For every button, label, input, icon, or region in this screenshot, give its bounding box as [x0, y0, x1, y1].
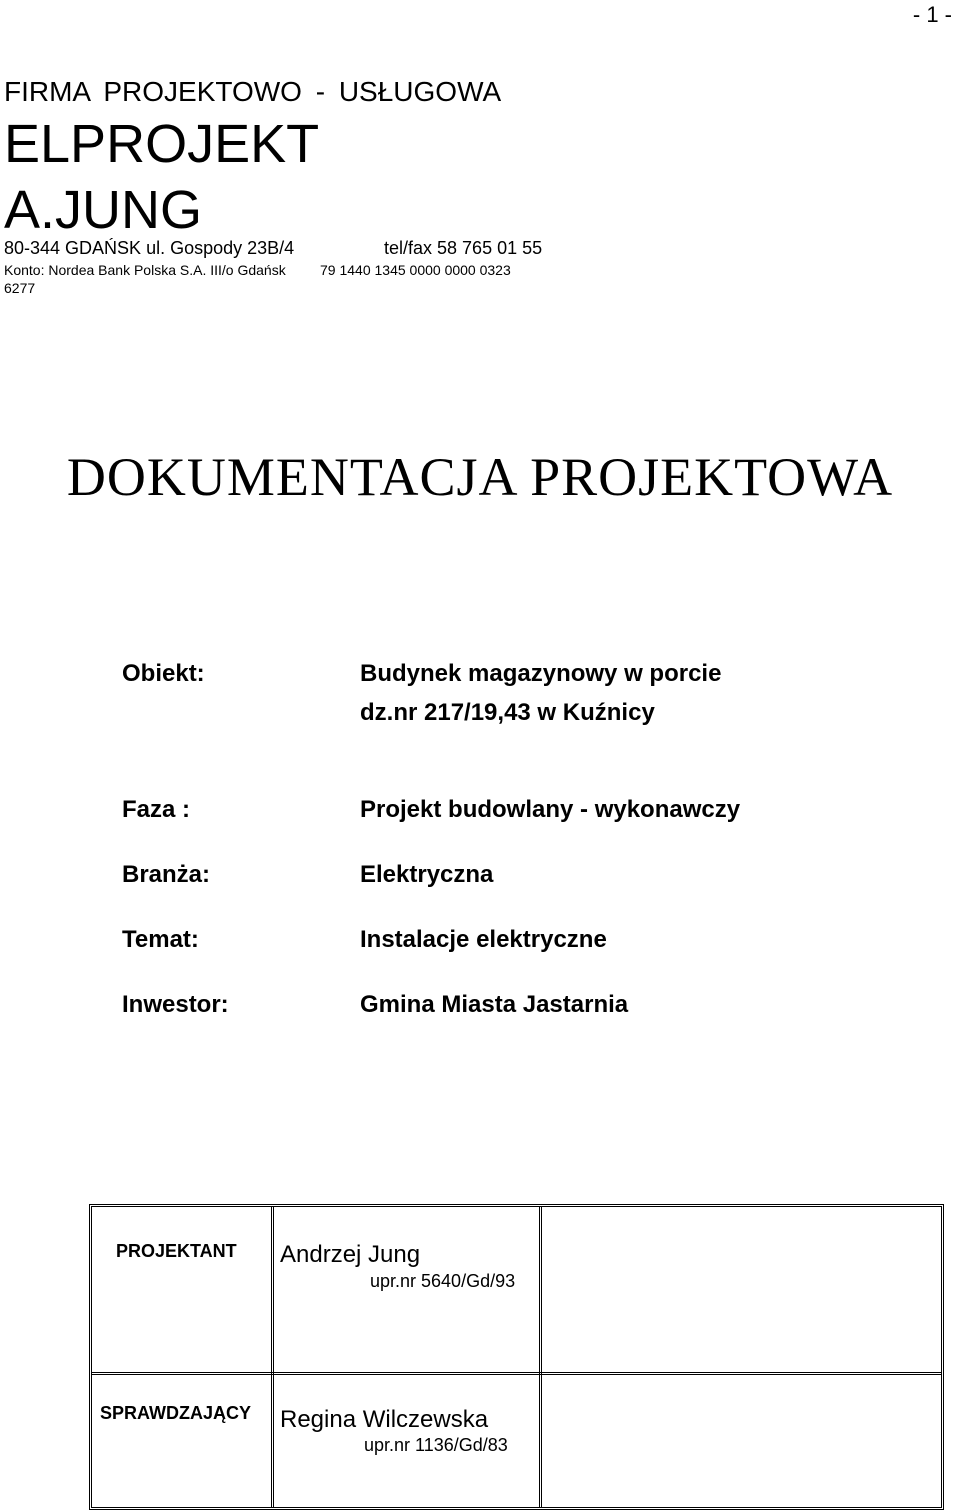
investor-label: Inwestor:	[122, 991, 229, 1018]
branch-value: Elektryczna	[360, 861, 494, 888]
investor-value: Gmina Miasta Jastarnia	[360, 991, 629, 1018]
phase-value: Projekt budowlany - wykonawczy	[360, 796, 741, 823]
signature-name-checker: Regina Wilczewska	[280, 1406, 489, 1433]
object-value-line1: Budynek magazynowy w porcie	[360, 660, 722, 687]
firm-type: FIRMA PROJEKTOWO - USŁUGOWA	[4, 76, 502, 107]
branch-label: Branża:	[122, 861, 211, 888]
object-value-line2: dz.nr 217/19,43 w Kuźnicy	[360, 699, 655, 726]
firm-account: 79 1440 1345 0000 0000 0323	[320, 262, 511, 278]
document-title: DOKUMENTACJA PROJEKTOWA	[66, 447, 894, 507]
page-number: - 1 -	[912, 2, 952, 27]
signature-table	[89, 1204, 944, 1510]
signature-name-designer: Andrzej Jung	[280, 1241, 421, 1268]
firm-name: ELPROJEKT	[4, 114, 320, 174]
table-divider-vertical	[539, 1207, 542, 1507]
firm-name-owner: A.JUNG	[4, 180, 203, 240]
firm-address: 80-344 GDAŃSK ul. Gospody 23B/4	[4, 238, 295, 258]
signature-role-designer: PROJEKTANT	[116, 1241, 237, 1261]
signature-role-checker: SPRAWDZAJĄCY	[100, 1403, 252, 1423]
table-divider-horizontal	[92, 1372, 941, 1375]
object-label: Obiekt:	[122, 660, 205, 687]
firm-account-continued: 6277	[4, 280, 36, 296]
topic-label: Temat:	[122, 926, 199, 953]
signature-license-checker: upr.nr 1136/Gd/83	[364, 1435, 508, 1455]
table-divider-vertical	[271, 1207, 274, 1507]
signature-license-designer: upr.nr 5640/Gd/93	[370, 1271, 516, 1291]
topic-value: Instalacje elektryczne	[360, 926, 607, 953]
firm-phone: tel/fax 58 765 01 55	[384, 238, 543, 258]
firm-bank: Konto: Nordea Bank Polska S.A. III/o Gdańsk	[4, 262, 286, 278]
phase-label: Faza :	[122, 796, 191, 823]
